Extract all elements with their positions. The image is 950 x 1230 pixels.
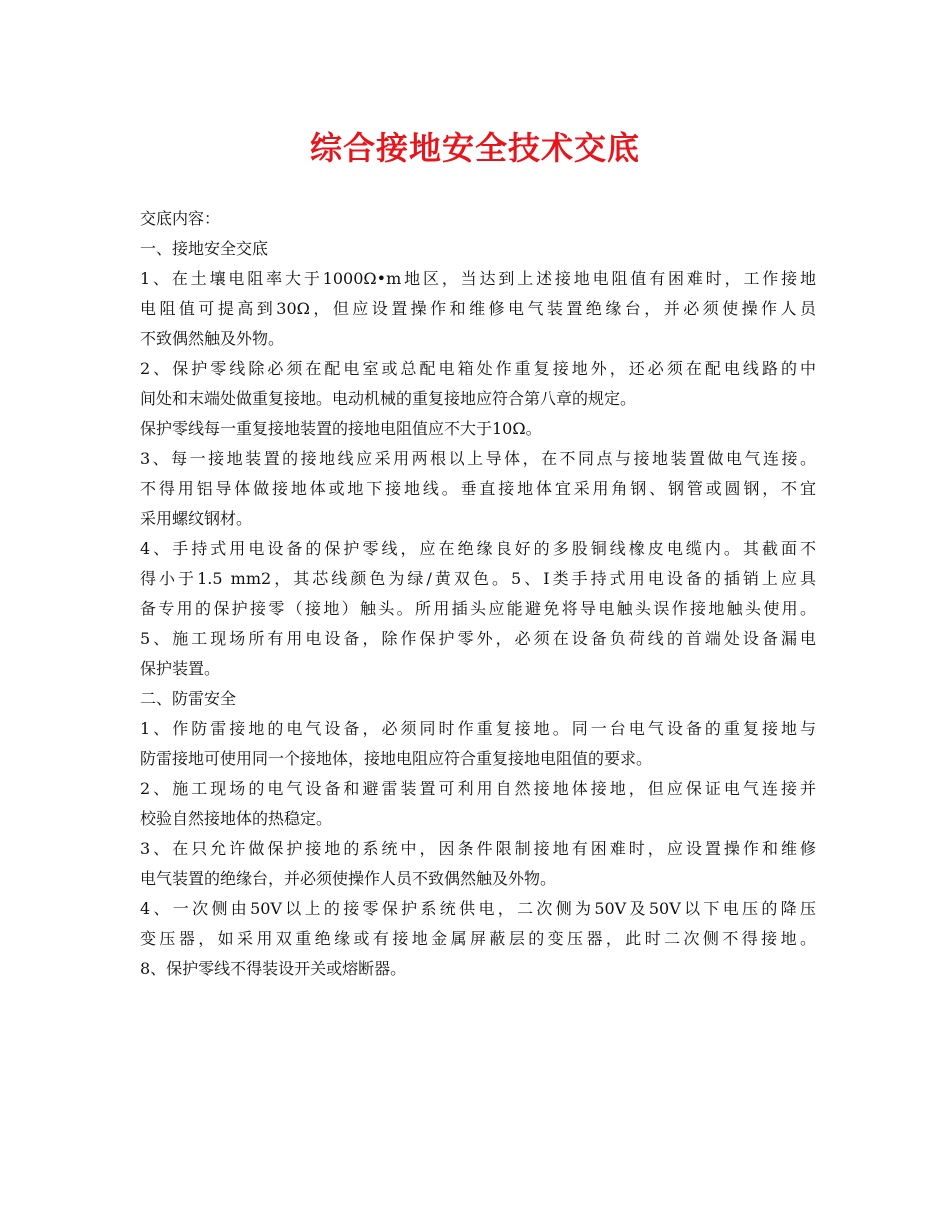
body-line: 4、一次侧由50V以上的接零保护系统供电，二次侧为50V及50V以下电压的降压	[140, 899, 816, 918]
section-heading: 二、防雷安全	[140, 689, 237, 708]
body-line: 防雷接地可使用同一个接地体，接地电阻应符合重复接地电阻值的要求。	[140, 749, 653, 768]
body-line: 1、在土壤电阻率大于1000Ω•m地区，当达到上述接地电阻值有困难时，工作接地	[140, 269, 816, 288]
body-line: 2、保护零线除必须在配电室或总配电箱处作重复接地外，还必须在配电线路的中	[140, 359, 816, 378]
body-line: 5、施工现场所有用电设备，除作保护零外，必须在设备负荷线的首端处设备漏电	[140, 629, 816, 648]
body-line: 间处和末端处做重复接地。电动机械的重复接地应符合第八章的规定。	[140, 389, 637, 408]
body-line: 保护装置。	[140, 659, 221, 678]
body-line: 保护零线每一重复接地装置的接地电阻值应不大于10Ω。	[140, 419, 542, 438]
body-line: 4、手持式用电设备的保护零线，应在绝缘良好的多股铜线橡皮电缆内。其截面不	[140, 539, 816, 558]
body-line: 不致偶然触及外物。	[140, 329, 285, 348]
body-line: 2、施工现场的电气设备和避雷装置可利用自然接地体接地，但应保证电气连接并	[140, 779, 816, 798]
body-line: 采用螺纹钢材。	[140, 509, 253, 528]
body-line: 变压器，如采用双重绝缘或有接地金属屏蔽层的变压器，此时二次侧不得接地。	[140, 929, 816, 948]
body-line: 3、在只允许做保护接地的系统中，因条件限制接地有困难时，应设置操作和维修	[140, 839, 816, 858]
body-line: 校验自然接地体的热稳定。	[140, 809, 333, 828]
body-line: 得小于1.5 mm2，其芯线颜色为绿/黄双色。5、I类手持式用电设备的插销上应具	[140, 569, 816, 588]
section-heading: 一、接地安全交底	[140, 239, 269, 258]
body-line: 备专用的保护接零（接地）触头。所用插头应能避免将导电触头误作接地触头使用。	[140, 599, 816, 618]
body-line: 交底内容：	[140, 209, 221, 228]
body-line: 电气装置的绝缘台，并必须使操作人员不致偶然触及外物。	[140, 869, 557, 888]
body-line: 1、作防雷接地的电气设备，必须同时作重复接地。同一台电气设备的重复接地与	[140, 719, 816, 738]
body-line: 3、每一接地装置的接地线应采用两根以上导体，在不同点与接地装置做电气连接。	[140, 449, 816, 468]
body-line: 不得用铝导体做接地体或地下接地线。垂直接地体宜采用角钢、钢管或圆钢，不宜	[140, 479, 816, 498]
document-title: 综合接地安全技术交底	[309, 129, 640, 167]
body-line: 电阻值可提高到30Ω，但应设置操作和维修电气装置绝缘台，并必须使操作人员	[140, 299, 816, 318]
body-line: 8、保护零线不得装设开关或熔断器。	[140, 959, 407, 978]
document-body	[140, 204, 816, 984]
